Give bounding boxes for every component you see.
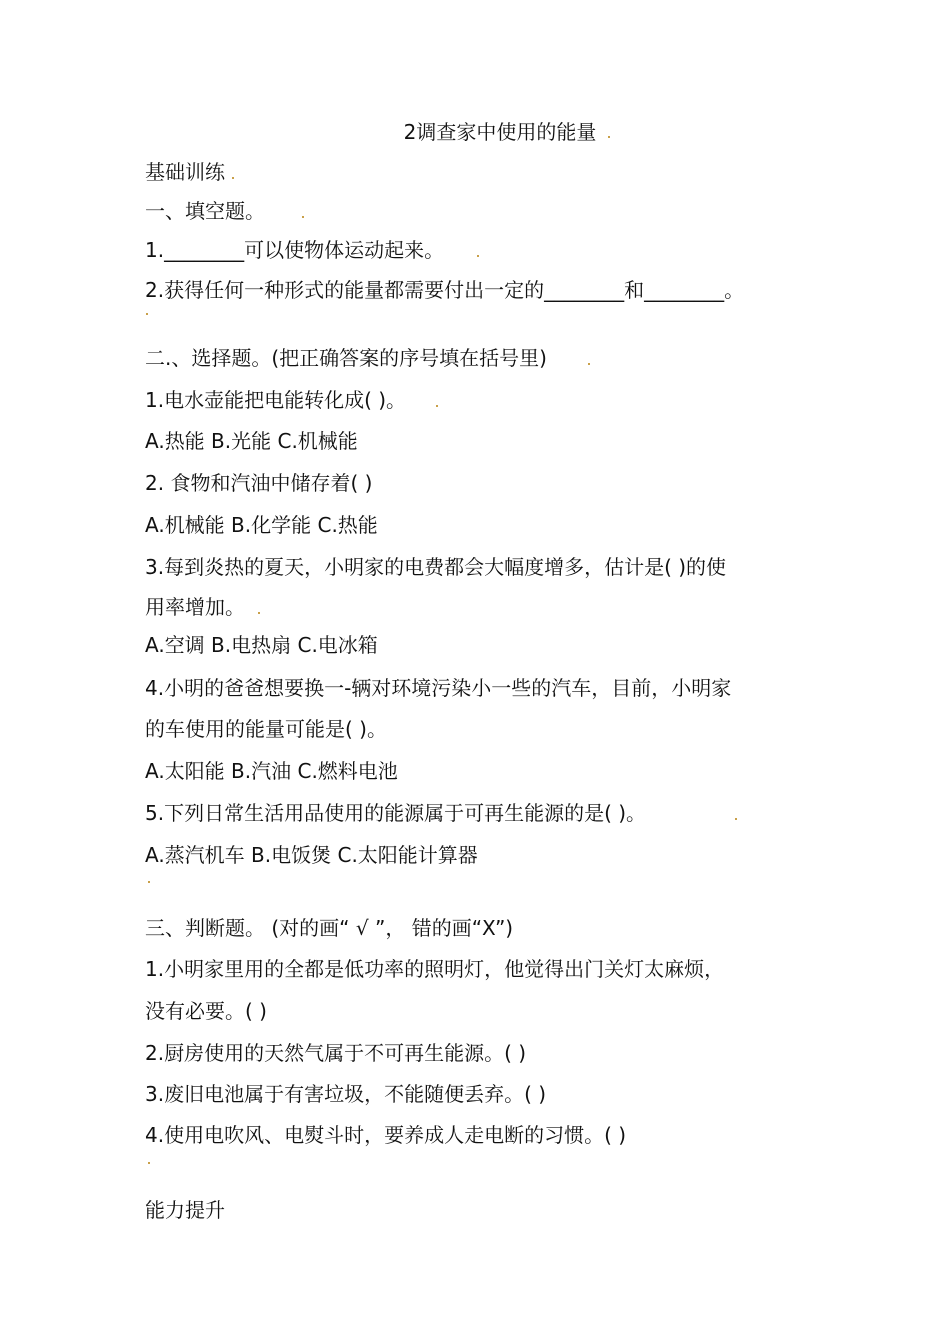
formatting-mark: [436, 405, 438, 407]
part1-question-2: 2.获得任何一种形式的能量都需要付出一定的________和________。: [145, 278, 745, 302]
part2-heading: 二.、选择题。(把正确答案的序号填在括号里): [145, 346, 547, 370]
formatting-mark: [148, 881, 150, 883]
part3-question-1-line-1: 1.小明家里用的全都是低功率的照明灯，他觉得出门关灯太麻烦，: [145, 957, 725, 981]
part2-question-5: 5.下列日常生活用品使用的能源属于可再生能源的是( )。: [145, 801, 647, 825]
part2-question-4-line-1: 4.小明的爸爸想要换一-辆对环境污染小一些的汽车，目前，小明家: [145, 676, 732, 700]
part2-question-4-options: A.太阳能 B.汽油 C.燃料电池: [145, 759, 398, 783]
part1-heading: 一、填空题。: [145, 199, 265, 223]
document-title: 2调查家中使用的能量: [403, 120, 597, 144]
formatting-mark: [148, 1162, 150, 1164]
part2-question-4-line-2: 的车使用的能量可能是( )。: [145, 717, 387, 741]
formatting-mark: [258, 612, 260, 614]
part3-question-3: 3.废旧电池属于有害垃圾，不能随便丢弃。( ): [145, 1082, 547, 1106]
formatting-mark: [232, 177, 234, 179]
part2-question-5-options: A.蒸汽机车 B.电饭煲 C.太阳能计算器: [145, 843, 478, 867]
formatting-mark: [735, 818, 737, 820]
formatting-mark: [608, 136, 610, 138]
formatting-mark: [477, 255, 479, 257]
section-basic-training: 基础训练: [145, 160, 225, 184]
part2-question-2: 2. 食物和汽油中储存着( ): [145, 471, 373, 495]
formatting-mark: [302, 216, 304, 218]
part2-question-3-options: A.空调 B.电热扇 C.电冰箱: [145, 633, 378, 657]
part2-question-2-options: A.机械能 B.化学能 C.热能: [145, 513, 378, 537]
part3-question-1-line-2: 没有必要。( ): [145, 999, 267, 1023]
part2-question-3-line-1: 3.每到炎热的夏天，小明家的电费都会大幅度增多，估计是( )的使: [145, 555, 727, 579]
part1-question-1: 1.________可以使物体运动起来。: [145, 238, 445, 262]
formatting-mark: [146, 313, 148, 315]
formatting-mark: [588, 363, 590, 365]
part3-question-4: 4.使用电吹风、电熨斗时，要养成人走电断的习惯。( ): [145, 1123, 627, 1147]
part3-question-2: 2.厨房使用的天然气属于不可再生能源。( ): [145, 1041, 527, 1065]
part2-question-1: 1.电水壶能把电能转化成( )。: [145, 388, 407, 412]
part2-question-3-line-2: 用率增加。: [145, 595, 245, 619]
part3-heading: 三、判断题。 (对的画“ √ ”， 错的画“X”): [145, 916, 514, 940]
section-ability-improvement: 能力提升: [145, 1198, 225, 1222]
part2-question-1-options: A.热能 B.光能 C.机械能: [145, 429, 358, 453]
